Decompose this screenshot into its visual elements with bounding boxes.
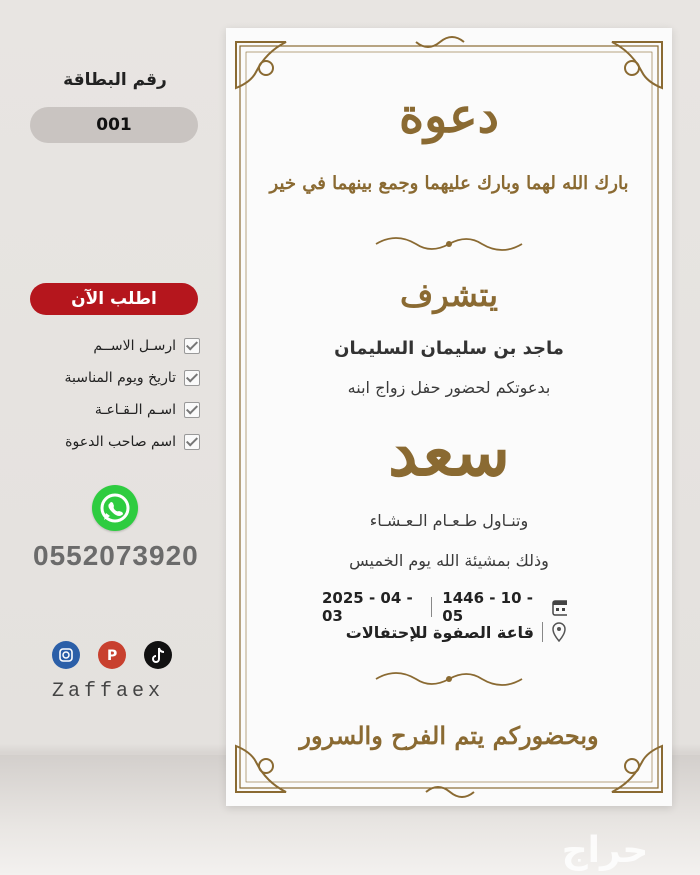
divider-ornament [371,233,527,255]
invitation-title: دعوة [399,88,499,144]
card-number-badge: 001 [30,107,198,143]
groom-name: سعد [388,413,510,491]
checkbox-icon [184,402,200,418]
card-number-label: رقم البطاقة [63,70,167,90]
requirements-list [30,330,200,458]
blessing-text: بارك الله لهما وبارك عليهما وجمع بينهما في خير [269,173,629,194]
hijri-date: 1446 - 10 - 05 [442,589,534,625]
gregorian-date: 2025 - 04 - 03 [322,589,413,625]
instagram-icon[interactable] [52,641,80,669]
phone-number[interactable]: 0552073920 [33,540,199,571]
order-now-button[interactable]: اطلب الآن [30,283,198,315]
checkbox-icon [184,338,200,354]
brand-name: Zaffaex [52,680,165,703]
host-name: ماجد بن سليمان السليمان [334,338,564,359]
social-icons [52,641,172,669]
checkbox-icon [184,370,200,386]
whatsapp-icon[interactable] [92,485,138,531]
list-item: ارسـل الاســم [30,330,200,362]
location-pin-icon [551,622,567,642]
checkbox-icon [184,434,200,450]
closing-text: وبحضوركم يتم الفرح والسرور [299,721,599,750]
hall-row [322,622,567,642]
honored-text: يتشرف [400,276,498,314]
tiktok-icon[interactable] [144,641,172,669]
day-line: وذلك بمشيئة الله يوم الخميس [349,551,549,570]
divider-ornament-bottom [371,668,527,690]
dinner-line: وتنـاول طـعـام الـعـشـاء [369,511,529,530]
hall-name: قاعة الصفوة للإحتفالات [345,622,534,642]
pinterest-icon[interactable] [98,641,126,669]
invitation-card [226,28,672,806]
svg-text:P: P [107,648,118,664]
calendar-icon [552,598,567,616]
list-item: اسـم الـقـاعـة [30,394,200,426]
invite-line: بدعوتكم لحضور حفل زواج ابنه [347,378,551,397]
watermark: حراج [561,830,649,871]
date-row [322,589,567,625]
hall-divider [542,622,543,642]
list-item: اسم صاحب الدعوة [30,426,200,458]
date-divider [431,597,432,617]
list-item: تاريخ ويوم المناسبة [30,362,200,394]
